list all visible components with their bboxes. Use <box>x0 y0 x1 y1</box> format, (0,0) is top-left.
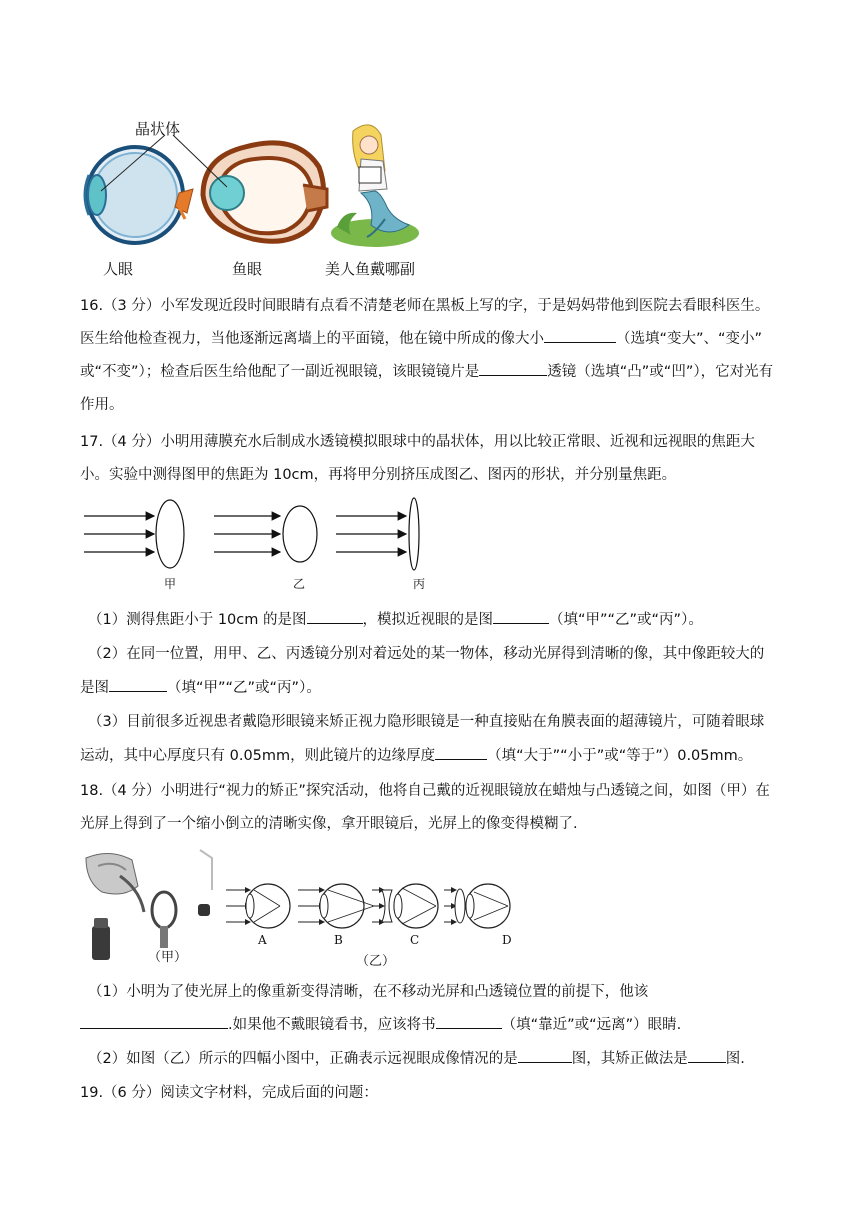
figure-label-jia: （甲） <box>148 950 188 965</box>
eye-comparison-figure <box>75 115 435 280</box>
caption-fish-eye: 鱼眼 <box>232 260 263 278</box>
q17-line-1: 17.（4 分）小明用薄膜充水后制成水透镜模拟眼球中的晶状体，用以比较正常眼、近视和远视眼的焦距大 <box>80 434 755 450</box>
q18-line-2: 光屏上得到了一个缩小倒立的清晰实像，拿开眼镜后，光屏上的像变得模糊了. <box>80 816 578 832</box>
q18-part-1-line-2 <box>80 1013 681 1034</box>
lens-bing <box>336 498 419 570</box>
q17-text: 是图 <box>80 680 109 696</box>
q18-text: （填“靠近”或“远离”）眼睛. <box>501 1017 682 1033</box>
eye-diagram-d <box>444 884 510 928</box>
eye-diagram-b <box>298 884 374 928</box>
eye-diagram-a <box>226 884 290 928</box>
q18-line-1: 18.（4 分）小明进行“视力的矫正”探究活动，他将自己戴的近视眼镜放在蜡烛与凸透镜之间，如图（甲）在 <box>80 783 770 799</box>
q17-part-1 <box>88 608 703 629</box>
q17-line-2: 小。实验中测得图甲的焦距为 10cm，再将甲分别挤压成图乙、图丙的形状，并分别量焦距。 <box>80 467 677 483</box>
caption-mermaid: 美人鱼戴哪副 <box>325 260 416 278</box>
answer-blank[interactable] <box>493 609 549 624</box>
q18-part-1-line-1: （1）小明为了使光屏上的像重新变得清晰，在不移动光屏和凸透镜位置的前提下，他该 <box>88 984 649 1000</box>
q16-text: 或“不变”）；检查后医生给他配了一副近视眼镜，该眼镜镜片是 <box>80 364 480 380</box>
answer-blank[interactable] <box>307 609 363 624</box>
q17-part-2-line-1: （2）在同一位置，用甲、乙、丙透镜分别对着远处的某一物体，移动光屏得到清晰的像，其中像距较大的 <box>88 646 765 662</box>
q17-text: （1）测得焦距小于 10cm 的是图 <box>88 612 307 628</box>
q16-text: 透镜（选填“凸”或“凹”），它对光有 <box>547 364 774 380</box>
q17-text: （填“甲”“乙”或“丙”）。 <box>167 680 321 696</box>
q18-text: 图，其矫正做法是 <box>571 1051 688 1067</box>
q17-text: 运动，其中心厚度只有 0.05mm，则此镜片的边缘厚度 <box>80 748 436 764</box>
answer-blank[interactable] <box>518 1048 572 1063</box>
caption-human-eye: 人眼 <box>103 260 134 278</box>
q17-part-3-line-1: （3）目前很多近视患者戴隐形眼镜来矫正视力隐形眼镜是一种直接贴在角膜表面的超薄镜片，可随着眼球 <box>88 714 765 730</box>
question-19: 19.（6 分）阅读文字材料，完成后面的问题： <box>80 1085 378 1101</box>
lens-label: 晶状体 <box>135 120 181 138</box>
answer-blank[interactable] <box>544 328 616 343</box>
q17-text: （填“甲”“乙”或“丙”）。 <box>549 612 703 628</box>
lens-label-bing: 丙 <box>413 577 426 591</box>
q16-text: （选填“变大”、“变小” <box>616 331 763 347</box>
q17-text: （填“大于”“小于”或“等于”）0.05mm。 <box>487 748 753 764</box>
fish-eye-drawing <box>203 143 327 241</box>
q16-line-4: 作用。 <box>80 397 124 413</box>
eye-label-c: C <box>410 933 420 947</box>
lens-yi <box>214 506 317 562</box>
lens-label-yi: 乙 <box>293 577 306 591</box>
eye-diagram-c <box>372 884 438 928</box>
answer-blank[interactable] <box>436 1014 502 1029</box>
lens-label-jia: 甲 <box>164 577 177 591</box>
q18-part-2 <box>88 1047 745 1068</box>
eye-label-a: A <box>258 933 267 947</box>
answer-blank[interactable] <box>435 745 487 760</box>
human-eye-drawing <box>85 147 193 243</box>
q16-line-3 <box>80 360 773 381</box>
lens-jia <box>84 500 184 568</box>
answer-blank[interactable] <box>109 677 167 692</box>
q18-text: .如果他不戴眼镜看书，应该将书 <box>228 1017 436 1033</box>
answer-blank[interactable] <box>688 1048 726 1063</box>
q18-text: （2）如图（乙）所示的四幅小图中，正确表示远视眼成像情况的是 <box>88 1051 518 1067</box>
answer-blank[interactable] <box>80 1014 228 1029</box>
q17-part-2-line-2 <box>80 676 321 697</box>
figure-label-yi: （乙） <box>356 954 396 969</box>
q16-text: 医生给他检查视力，当他逐渐远离墙上的平面镜，他在镜中所成的像大小 <box>80 331 544 347</box>
water-lens-diagram <box>80 494 440 594</box>
q16-line-2 <box>80 327 762 348</box>
q17-text: ，模拟近视眼的是图 <box>362 612 493 628</box>
eye-label-d: D <box>502 933 512 947</box>
q18-text: 图. <box>725 1051 745 1067</box>
experiment-photo <box>86 850 212 960</box>
eye-diagrams <box>75 115 435 250</box>
eye-label-b: B <box>334 933 343 947</box>
q17-part-3-line-2 <box>80 744 752 765</box>
q16-line-1: 16.（3 分）小军发现近段时间眼睛有点看不清楚老师在黑板上写的字，于是妈妈带他到医院去看眼科医生。 <box>80 298 770 314</box>
answer-blank[interactable] <box>479 361 547 376</box>
mermaid-drawing <box>331 125 419 247</box>
